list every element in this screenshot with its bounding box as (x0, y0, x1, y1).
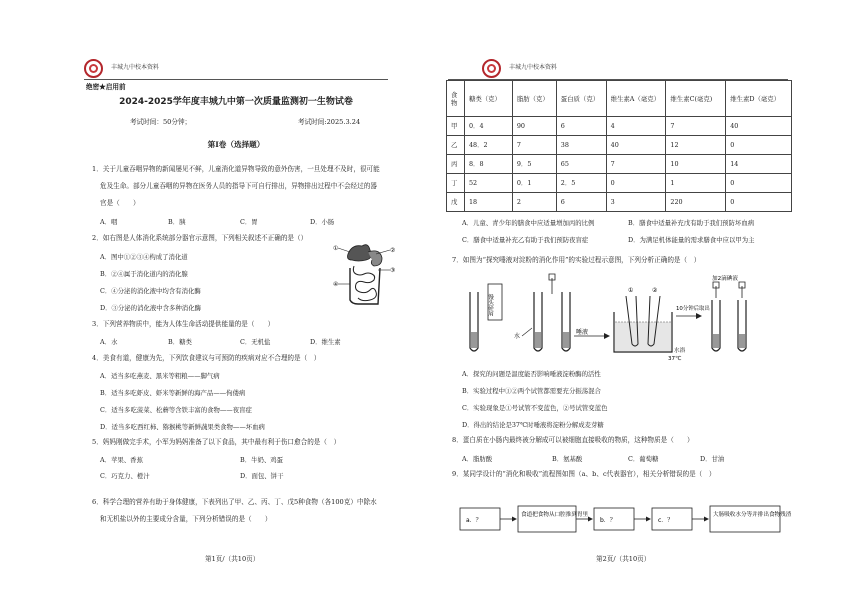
question-text: 6．科学合理的营养有助于身体健康，下表列出了甲、乙、丙、丁、戊5种食物（各100克）中除水 (92, 498, 377, 506)
option-b[interactable]: B．适当多吃虾皮、虾米等新鲜的海产品——佝偻病 (100, 389, 246, 397)
option-c[interactable]: C．胃 (240, 218, 258, 226)
diagram-label-4: ④ (333, 281, 339, 288)
school-logo-icon (84, 59, 103, 78)
table-cell: 甲 (447, 117, 465, 136)
page-number: 第2页/（共10页） (596, 555, 651, 563)
secret-mark: 绝密★启用前 (86, 83, 126, 91)
saliva-experiment-diagram (462, 272, 762, 362)
table-cell: 6 (556, 193, 606, 212)
question-7 (452, 252, 792, 269)
question-text: 1．关于儿童吞咽异物的新闻屡见不鲜，儿童消化道异物导致的意外伤害，一旦处理不及时，很可能 (92, 165, 380, 173)
question-text: 和无机盐以外的主要成分含量，下列分析错误的是（ ） (100, 515, 272, 523)
option-d[interactable]: D．为满足机体能量的需求膳食中应以甲为主 (628, 236, 755, 244)
table-cell: 48．2 (464, 136, 512, 155)
question-9 (452, 466, 792, 483)
table-cell: 9．5 (512, 155, 556, 174)
option-d[interactable]: D．适当多吃西红柿、猕猴桃等新鲜蔬果类食物——坏血病 (100, 423, 265, 431)
table-header-row (447, 81, 792, 117)
school-name: 丰城九中校本资料 (111, 64, 160, 72)
dropper-icon (549, 274, 555, 294)
question-text: 8．蛋白质在小肠内最终被分解成可以被细胞直接吸收的物质，这种物质是（ ） (452, 436, 694, 444)
option-a[interactable]: A．图中①②③④构成了消化道 (100, 253, 188, 261)
table-cell: 4 (606, 117, 666, 136)
digestion-flowchart (458, 500, 798, 540)
table-cell: 10 (666, 155, 726, 174)
option-d[interactable]: D．得出的结论是37℃时唾液将淀粉分解成麦芽糖 (462, 421, 604, 429)
dropper-icon (739, 282, 745, 298)
table-cell: 7 (606, 155, 666, 174)
table-cell: 0 (726, 136, 792, 155)
table-cell: 戊 (447, 193, 465, 212)
question-text: 2．如右图是人体消化系统部分器官示意图，下列相关叙述不正确的是（） (92, 234, 308, 242)
option-a[interactable]: A．水 (100, 338, 118, 346)
question-text: 3．下列营养物质中，能为人体生命活动提供能量的是（ ） (92, 320, 275, 328)
table-row (447, 155, 792, 174)
table-header-cell: 维生素C(毫克) (666, 81, 726, 117)
question-text: 9．某同学设计的“消化和吸收”流程图如图（a、b、c代表器官），相关分析错误的是（ ） (452, 470, 716, 478)
table-cell: 8．8 (464, 155, 512, 174)
table-cell: 2 (512, 193, 556, 212)
flow-box-large-intestine (710, 506, 780, 532)
flow-box-esophagus (518, 506, 576, 532)
header-rule (84, 79, 388, 80)
option-b[interactable]: B．实验过程中①②两个试管都需要充分振荡混合 (462, 387, 601, 395)
table-row (447, 117, 792, 136)
label-ten-minutes: 10分钟后取出 (676, 306, 710, 312)
table-cell: 0 (726, 174, 792, 193)
table-cell: 14 (726, 155, 792, 174)
option-b[interactable]: B．膳食中适量补充戊有助于我们预防坏血病 (628, 219, 755, 227)
question-text: 危及生命。部分儿童吞咽的异物在医务人员的指导下可自行排出，异物排出过程中不会经过的器 (100, 182, 377, 190)
flow-label-esophagus: 食道把食物从口腔推到胃里 (521, 512, 589, 518)
table-cell: 90 (512, 117, 556, 136)
option-c[interactable]: C．实验现象是①号试管不变蓝色，②号试管变蓝色 (462, 404, 608, 412)
label-temperature: 37℃ (668, 356, 682, 362)
table-cell: 0．1 (512, 174, 556, 193)
question-text: 4．美食有道，健康为先，下列饮食建议与可预防的疾病对应不合理的是（ ） (92, 354, 321, 362)
question-4 (92, 350, 392, 367)
liver-shape (348, 245, 372, 261)
option-c[interactable]: C．葡萄糖 (628, 455, 659, 463)
flow-label-a: a．？ (466, 517, 482, 524)
table-row (447, 193, 792, 212)
table-cell: 1 (666, 174, 726, 193)
question-text: 官是（ ） (100, 199, 140, 207)
intestine-shape (353, 266, 376, 301)
table-cell: 0 (726, 193, 792, 212)
option-a[interactable]: A．苹果、香蕉 (100, 456, 143, 464)
option-d[interactable]: D．小肠 (310, 218, 335, 226)
table-row (447, 136, 792, 155)
diagram-label-3: ③ (390, 267, 396, 274)
digestive-system-diagram (333, 238, 396, 310)
option-a[interactable]: A．脂肪酸 (462, 455, 493, 463)
table-cell: 7 (666, 117, 726, 136)
exam-duration: 考试时间：50分钟； (130, 118, 192, 126)
table-cell: 2．5 (556, 174, 606, 193)
option-b[interactable]: B．②④属于消化道内的消化腺 (100, 270, 188, 278)
table-row (447, 174, 792, 193)
option-c[interactable]: C．巧克力、橙汁 (100, 472, 150, 480)
question-3 (92, 316, 392, 333)
table-header-cell: 糖类（克） (464, 81, 512, 117)
option-c[interactable]: C．适当多吃菠菜、松蘑等含铁丰富的食物——夜盲症 (100, 406, 252, 414)
table-header-cell: 脂肪（克） (512, 81, 556, 117)
label-steamed-bun: 馒头碎屑 (487, 294, 493, 317)
diagram-label-2: ② (390, 247, 396, 254)
question-text: 7．如图为“探究唾液对淀粉的消化作用”的实验过程示意图，下列分析正确的是（ ） (452, 256, 701, 264)
table-cell: 7 (512, 136, 556, 155)
flow-label-large-intestine: 大肠吸收水分等并排出食物残渣 (713, 512, 792, 518)
option-c[interactable]: C．无机盐 (240, 338, 271, 346)
table-cell: 丁 (447, 174, 465, 193)
page-number: 第1页/（共10页） (205, 555, 260, 563)
table-header-cell: 食物 (447, 81, 465, 117)
tube-label-1: ① (628, 287, 634, 294)
school-logo-icon (482, 59, 501, 78)
table-header-cell: 维生素D（毫克） (726, 81, 792, 117)
question-6 (92, 494, 392, 528)
school-name: 丰城九中校本资料 (509, 64, 558, 72)
diagram-label-1: ① (333, 245, 339, 252)
option-a[interactable]: A．儿童、青少年的膳食中应适量增加丙的比例 (462, 219, 595, 227)
table-cell: 40 (606, 136, 666, 155)
option-d[interactable]: D．面包、饼干 (240, 472, 284, 480)
table-cell: 0．4 (464, 117, 512, 136)
question-1 (92, 161, 392, 212)
option-a[interactable]: A．探究的问题是温度能否影响唾液淀粉酶的活性 (462, 370, 601, 378)
option-c[interactable]: C．④分泌的消化液中均含有消化酶 (100, 287, 201, 295)
label-water: 水 (514, 333, 521, 340)
exam-title: 2024-2025学年度丰城九中第一次质量监测初一生物试卷 (119, 97, 353, 107)
table-cell: 0 (606, 174, 666, 193)
table-cell: 12 (666, 136, 726, 155)
page-header (84, 58, 159, 78)
table-cell: 丙 (447, 155, 465, 174)
question-5 (92, 434, 392, 451)
table-cell: 18 (464, 193, 512, 212)
table-cell: 38 (556, 136, 606, 155)
option-b[interactable]: B．氨基酸 (552, 455, 583, 463)
label-iodine: 加2滴碘液 (712, 276, 738, 282)
flow-label-c: c．？ (658, 517, 674, 524)
tube-label-2: ② (652, 287, 658, 294)
table-cell: 3 (606, 193, 666, 212)
table-cell: 6 (556, 117, 606, 136)
question-text: 5．妈妈刚做完手术，小军为妈妈准备了以下食品，其中最有利于伤口愈合的是（ ） (92, 438, 341, 446)
table-cell: 乙 (447, 136, 465, 155)
table-header-cell: 蛋白质（克） (556, 81, 606, 117)
option-d[interactable]: D．③分泌的消化液中含多种消化酶 (100, 304, 201, 312)
option-b[interactable]: B．胰 (168, 218, 186, 226)
option-b[interactable]: B．牛奶、鸡蛋 (240, 456, 284, 464)
option-d[interactable]: D．维生素 (310, 338, 341, 346)
flow-label-b: b．？ (600, 517, 616, 524)
label-saliva: 唾液 (576, 329, 589, 336)
page-header (482, 58, 557, 78)
question-8 (452, 432, 792, 449)
table-cell: 220 (666, 193, 726, 212)
section-title: 第Ⅰ卷（选择题） (207, 140, 265, 149)
option-b[interactable]: B．糖类 (168, 338, 192, 346)
nutrition-table (446, 80, 792, 212)
option-a[interactable]: A．咽 (100, 218, 118, 226)
dropper-icon (713, 282, 719, 298)
option-d[interactable]: D．甘油 (700, 455, 725, 463)
table-cell: 52 (464, 174, 512, 193)
exam-date: 考试时间:2025.3.24 (298, 118, 361, 126)
option-c[interactable]: C．膳食中适量补充乙有助于我们预防夜盲症 (462, 236, 589, 244)
table-cell: 40 (726, 117, 792, 136)
table-header-cell: 维生素A（毫克） (606, 81, 666, 117)
table-cell: 65 (556, 155, 606, 174)
label-water-bath: 水浴 (674, 348, 686, 354)
option-a[interactable]: A．适当多吃燕麦、黑米等粗粮——脚气病 (100, 372, 220, 380)
